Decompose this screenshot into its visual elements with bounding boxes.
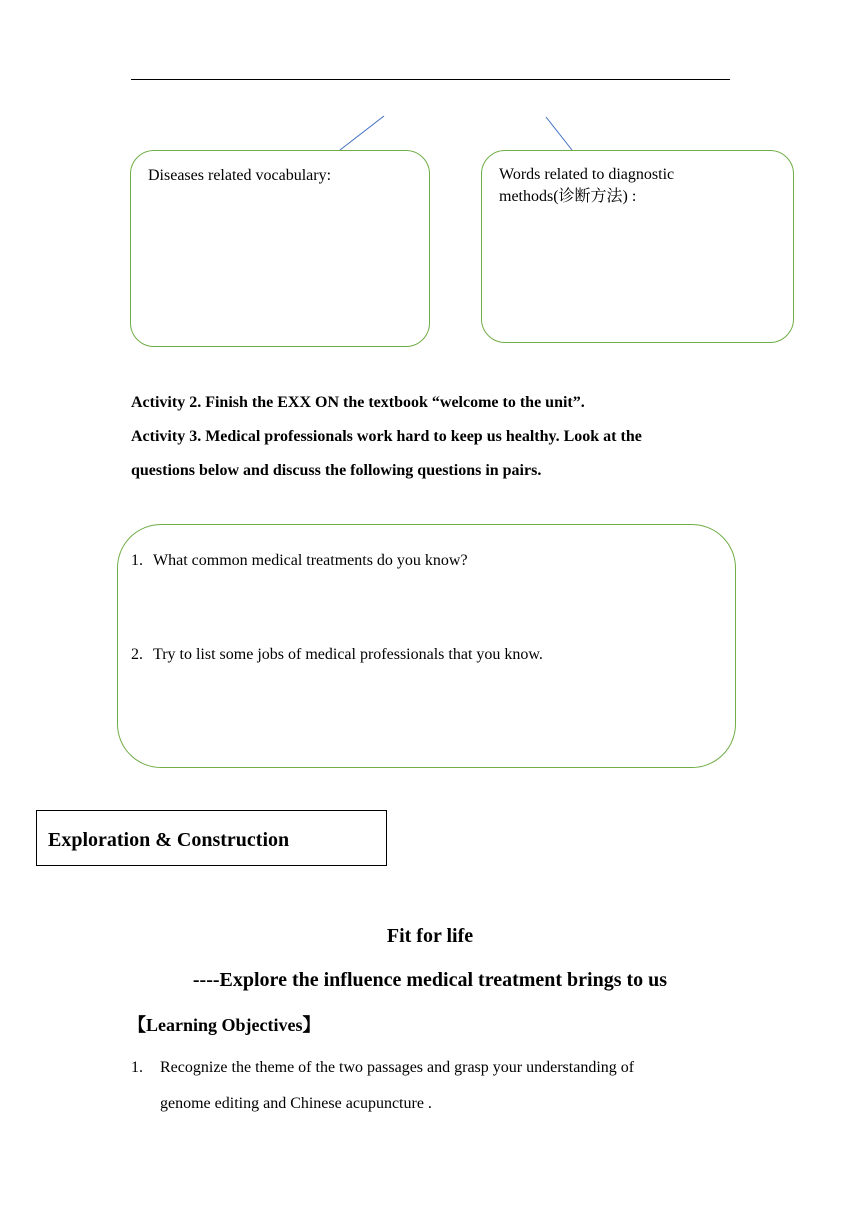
question-2-text: Try to list some jobs of medical professionals that you know. (153, 646, 543, 663)
learning-objectives-heading: 【Learning Objectives】 (128, 1015, 321, 1035)
question-2-number: 2. (131, 646, 143, 663)
activity-3-instruction-line2: questions below and discuss the following questions in pairs. (131, 462, 542, 479)
question-1-text: What common medical treatments do you know? (153, 552, 468, 569)
objective-1-text-line2: genome editing and Chinese acupuncture . (160, 1095, 432, 1112)
objective-1-number: 1. (131, 1059, 143, 1076)
activity-3-instruction-line1: Activity 3. Medical professionals work hard to keep us healthy. Look at the (131, 428, 642, 445)
connector-line-right (546, 117, 572, 150)
lesson-subtitle: ----Explore the influence medical treatment brings to us (192, 969, 668, 991)
question-2 (131, 645, 543, 665)
diseases-vocabulary-label: Diseases related vocabulary: (148, 167, 332, 184)
question-1-number: 1. (131, 552, 143, 569)
diagnostic-methods-label: Words related to diagnostic methods(诊断方法) : (499, 166, 675, 205)
activity-2-instruction: Activity 2. Finish the EXX ON the textbook “welcome to the unit”. (131, 394, 585, 411)
section-heading: Exploration & Construction (48, 829, 290, 851)
connector-line-left (340, 116, 384, 150)
question-1 (131, 551, 468, 571)
objective-1-text-line1: Recognize the theme of the two passages and grasp your understanding of (160, 1059, 635, 1076)
lesson-title: Fit for life (386, 925, 474, 947)
